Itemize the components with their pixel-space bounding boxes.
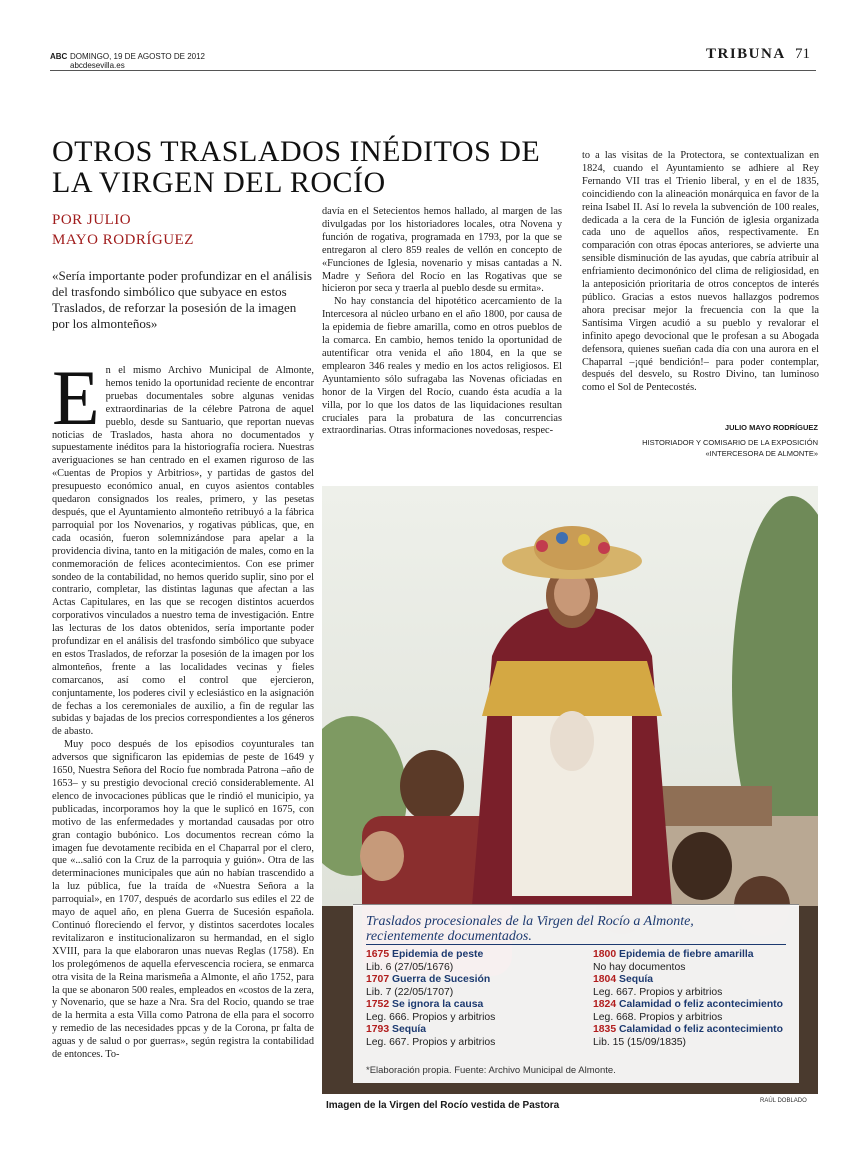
- lead-quote: «Sería importante poder profundizar en el análisis del trasfondo simbólico que subyace en estos Traslados, de reforzar la posesión de la imagen por los almonteños»: [52, 268, 312, 331]
- article-title: [52, 136, 552, 198]
- paragraph: to a las visitas de la Protectora, se contextualizan en 1824, cuando el Ayuntamiento se adhiere al Rey Fernando VII tras el Trienio liberal, y en el de 1835, coincidiendo con la alineación monárquica en favor de la reina Isabel II. Así lo revela la subvención de 100 reales, dedicada a la cera de la Función de iglesia organizada cada uno de aquellos años, respectivamente. En comparación con otras épocas anteriores, se advierte una sensible disminución de las ayudas, que cabría atribuir al enfriamiento decimonónico del clima de religiosidad, en la anteposición prioritaria de otros conceptos de interés público. Gracias a estos nuevos hallazgos podremos ahora precisar mejor la frecuencia con la que la Santísima Virgen acudió a su pueblo y revalorar el infinito apego devocional que le profesan a su Abogada defensora, quienes sueñan cada día con una aurora en el Chaparral –¡qué bendición!– para poder contemplar, después del desvelo, su Rostro Divino, tan luminoso como el Sol de Pentecostés.: [582, 150, 819, 394]
- event-year: 1793: [366, 1024, 390, 1035]
- byline-line-1: POR JULIO: [52, 212, 132, 228]
- drop-cap: E: [52, 354, 100, 441]
- inset-column-right: [593, 949, 783, 1049]
- inset-title: [366, 914, 694, 944]
- title-line-2: LA VIRGEN DEL ROCÍO: [52, 166, 386, 199]
- paragraph: n el mismo Archivo Municipal de Almonte, hemos tenido la oportunidad reciente de encontrar pruebas documentales sobre algunas venidas extraordinarias de la célebre Patrona de aquel pueblo, desde su Santuario, que reportan nuevas noticias de Traslados, hasta ahora no documentados y supuestamente inéditos para la historiografía rociera. Nuestras averiguaciones se han centrado en el examen riguroso de las «Cuentas de Propios y Arbitrios», y partidas de gastos del presupuesto económico anual, en cuyos asientos contables quedaron consignados los reales, primero, y las pesetas después, que el Ayuntamiento almonteño retribuyó a la fábrica parroquial por los Novenarios, y rogativas públicas, que, en cada ocasión, fueron solemnizándose para apelar a la providencia divina, tanto en la mitigación de males, como en la conmemoración de felices acontecimientos. Con ese primer sondeo de la contabilidad, no hemos querido suplir, sino por el contrario, completar, las distintas lagunas que afectan a las Actas Capitulares, en las que se recogen distintos acuerdos corporativos vinculados a nuestro tema de investigación. Entre las lecturas de los datos obtenidos, sería importante poder profundizar en el análisis del trasfondo simbólico que subyace en estos Traslados, de reforzar la posesión de la imagen por los almonteños, frente a las localidades vecinas y fieles comarcanos, así como el control que ejercieron, conjuntamente, los poderes civil y eclesiástico en la asignación de fechas a los ceremoniales de auxilio, a fin de regular las subidas y bajadas de los precios correspondientes a los géneros de abasto.: [52, 365, 314, 738]
- event-entry: [593, 949, 783, 974]
- event-entry: [366, 974, 495, 999]
- author-role-line-2: «INTERCESORA DE ALMONTE»: [705, 449, 818, 458]
- event-year: 1835: [593, 1024, 617, 1035]
- event-year: 1707: [366, 974, 390, 985]
- header-divider: [50, 70, 816, 71]
- paragraph: Muy poco después de los episodios coyunturales tan adversos que significaron las epidemias de peste de 1649 y 1650, Nuestra Señora del Rocío fue nombrada Patrona –año de 1653– y su prestigio devocional creció considerablemente. Al elenco de invocaciones públicas que le rindió el municipio, ya publicadas, incorporamos hoy la que le suplicó en 1675, con motivo de las enfermedades y mortandad causadas por otro gran contagio bubónico. Los documentos recrean cómo la imagen fue devotamente recibida en el Chaparral por el clero, que «...salió con la Cruz de la parroquia y guión». Otra de las determinaciones municipales que aún no habían trascendido a la luz pública, fue la traída de «Nuestra Señora a la parroquial», en 1707, después de acordarlo sus ediles el 22 de mayo de aquel año, en plena Guerra de Sucesión española. Continuó floreciendo el fervor, y distintos sacerdotes locales revitalizaron e institucionalizaron su hermandad, en el siglo XVIII, para la que elaboraron unas nuevas Reglas (1758). En los prolegómenos de aquella efervescencia rociera, se enmarca otra visita de la Reina marismeña a Almonte, el año 1752, para la que se abonaron 500 reales, empleados en «costos de la zera, y Novenario, que se haze a Nra. Sra del Rocio, quando se trae de la hermita a esta Villa como Patrona de ella para el socorro y remedio de las necesidades ppcas y de la Corona, pr falta de aguas y de salud o por guerras», según registra la contabilidad de entonces. To-: [52, 739, 314, 1061]
- inset-title-line-2: recientemente documentados.: [366, 929, 532, 944]
- section-name: TRIBUNA: [706, 46, 786, 62]
- event-year: 1800: [593, 949, 617, 960]
- event-source: Leg. 667. Propios y arbitrios: [366, 1036, 496, 1048]
- event-entry: [366, 1024, 495, 1049]
- event-year: 1675: [366, 949, 390, 960]
- inset-divider: [366, 944, 786, 945]
- event-entry: [366, 949, 495, 974]
- newspaper-name: ABC: [50, 52, 68, 61]
- event-source: No hay documentos: [593, 961, 686, 973]
- article-column-2: [322, 206, 562, 438]
- photo-credit: RAÚL DOBLADO: [760, 1098, 807, 1104]
- title-line-1: OTROS TRASLADOS INÉDITOS DE: [52, 135, 541, 168]
- event-year: 1752: [366, 999, 390, 1010]
- event-name: Epidemia de fiebre amarilla: [619, 949, 754, 960]
- event-year: 1804: [593, 974, 617, 985]
- event-name: Se ignora la causa: [392, 999, 484, 1010]
- inset-title-line-1: Traslados procesionales de la Virgen del Rocío a Almonte,: [366, 914, 694, 929]
- author-signature: JULIO MAYO RODRÍGUEZ: [724, 423, 818, 432]
- event-name: Guerra de Sucesión: [392, 974, 491, 985]
- event-name: Calamidad o feliz acontecimiento: [619, 1024, 783, 1035]
- event-source: Leg. 668. Propios y arbitrios: [593, 1011, 723, 1023]
- event-name: Calamidad o feliz acontecimiento: [619, 999, 783, 1010]
- event-name: Sequía: [619, 974, 654, 985]
- byline-line-2: MAYO RODRÍGUEZ: [52, 232, 194, 248]
- event-source: Leg. 666. Propios y arbitrios: [366, 1011, 496, 1023]
- article-column-3: [582, 150, 819, 395]
- event-name: Sequía: [392, 1024, 427, 1035]
- transfers-inset: [353, 904, 799, 1083]
- inset-source-note: *Elaboración propia. Fuente: Archivo Municipal de Almonte.: [366, 1065, 616, 1076]
- author-role: [582, 437, 818, 459]
- author-role-line-1: HISTORIADOR Y COMISARIO DE LA EXPOSICIÓN: [642, 438, 818, 447]
- event-entry: [593, 974, 783, 999]
- event-entry: [593, 999, 783, 1024]
- article-column-1: [52, 354, 314, 1062]
- website-link[interactable]: abcdesevilla.es: [70, 61, 125, 70]
- paragraph: davía en el Setecientos hemos hallado, al margen de las divulgadas por los historiadores locales, otra Novena y función de rogativa, programada en 1793, por la que se entregaron al clero 859 reales de vellón en concepto de «Funciones de Iglesia, novenario y misas cantadas a N. Madre y Señora del Rocío en las Rogativas que se hicieron por seca y traerla al pueblo desde su ermita».: [322, 206, 562, 295]
- event-source: Leg. 667. Propios y arbitrios: [593, 986, 723, 998]
- event-year: 1824: [593, 999, 617, 1010]
- event-entry: [366, 999, 495, 1024]
- photo-caption: Imagen de la Virgen del Rocío vestida de Pastora: [326, 1100, 560, 1111]
- paragraph: No hay constancia del hipotético acercamiento de la Intercesora al núcleo urbano en el año 1800, por causa de la epidemia de fiebre amarilla, como en otros pueblos de la comarca. En cambio, hemos tenido la oportunidad de autentificar otra venida el año 1804, en la que se emplearon 346 reales y medio en los actos religiosos. El Ayuntamiento sólo sufragaba las Novenas oficiadas en honor de la Virgen del Rocío, cuando ésta acudía a la villa, por lo que los datos de las liquidaciones resultan cruciales para la probatura de las concurrencias extraordinarias. Otras informaciones novedosas, respec-: [322, 296, 562, 437]
- event-source: Lib. 7 (22/05/1707): [366, 986, 454, 998]
- page-number: 71: [795, 46, 810, 62]
- event-name: Epidemia de peste: [392, 949, 484, 960]
- issue-date: DOMINGO, 19 DE AGOSTO DE 2012: [70, 52, 206, 61]
- event-source: Lib. 15 (15/09/1835): [593, 1036, 687, 1048]
- event-source: Lib. 6 (27/05/1676): [366, 961, 454, 973]
- event-entry: [593, 1024, 783, 1049]
- inset-column-left: [366, 949, 495, 1049]
